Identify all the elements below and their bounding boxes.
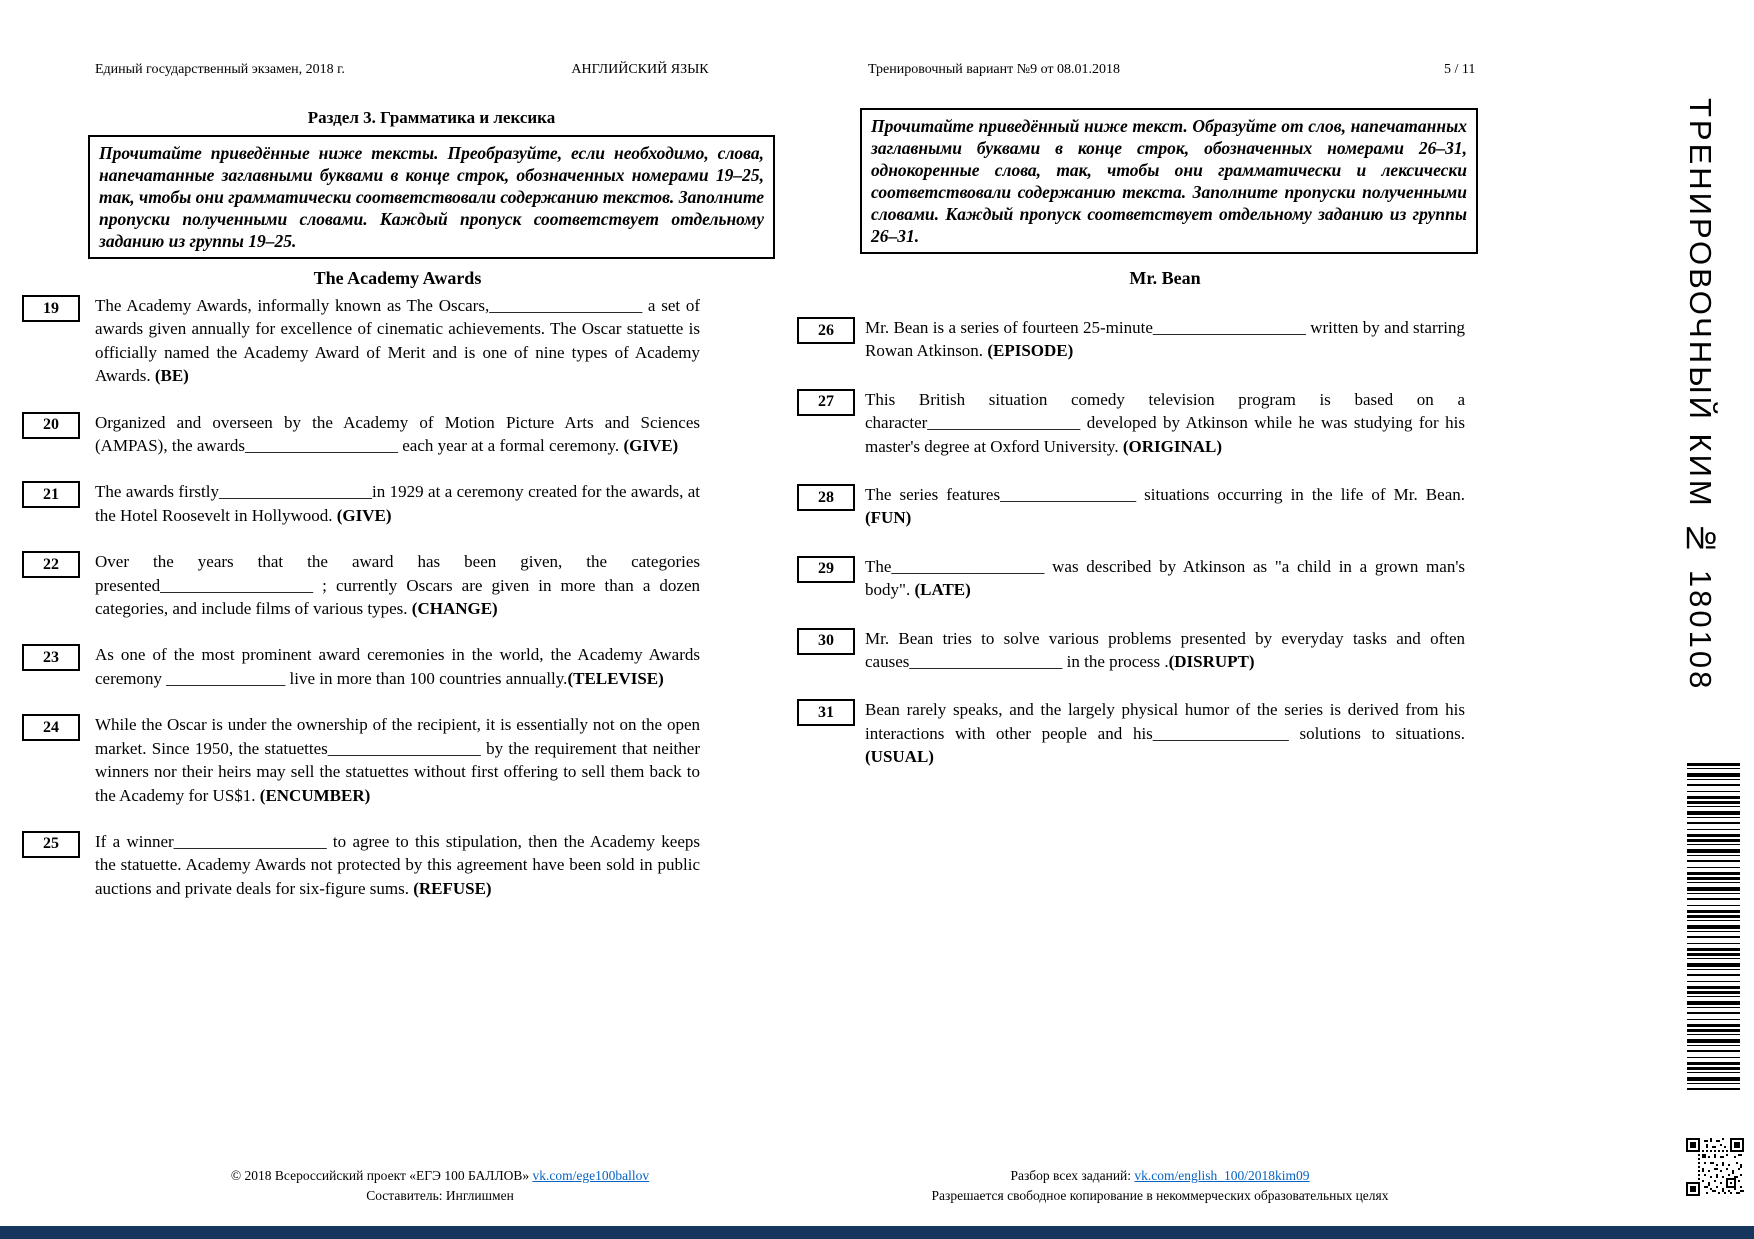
section-title: Раздел 3. Грамматика и лексика bbox=[307, 108, 556, 127]
task-number-box bbox=[797, 389, 855, 416]
left-column-header bbox=[88, 108, 775, 259]
task-number-box bbox=[797, 317, 855, 344]
task-keyword: (ENCUMBER) bbox=[259, 785, 371, 805]
header-page-number: 5 / 11 bbox=[1444, 62, 1476, 77]
task-text bbox=[95, 480, 700, 527]
task-number: 24 bbox=[43, 718, 59, 736]
task-text bbox=[865, 316, 1465, 363]
task-keyword: (TELEVISE) bbox=[567, 668, 664, 688]
header-subject: АНГЛИЙСКИЙ ЯЗЫК bbox=[571, 62, 709, 77]
task-text bbox=[95, 550, 700, 620]
task-20 bbox=[22, 411, 700, 458]
task-body: The series features________________ situations occurring in the life of Mr. Bean. bbox=[865, 485, 1465, 505]
task-28 bbox=[797, 483, 1465, 530]
task-number: 20 bbox=[43, 416, 59, 434]
task-24 bbox=[22, 713, 700, 807]
task-body: The__________________ was described by Atkinson as "a child in a grown man's body". bbox=[865, 556, 1465, 600]
task-22 bbox=[22, 550, 700, 620]
task-text bbox=[95, 713, 700, 807]
task-keyword: (GIVE) bbox=[336, 505, 392, 525]
task-body: Mr. Bean tries to solve various problems presented by everyday tasks and often causes__________________ in the process . bbox=[865, 628, 1465, 672]
task-19 bbox=[22, 294, 700, 388]
header-exam-title: Единый государственный экзамен, 2018 г. bbox=[95, 62, 345, 77]
task-body: Mr. Bean is a series of fourteen 25-minute__________________ written by and starring Rowan Atkinson. bbox=[865, 318, 1465, 361]
footer-solutions-link[interactable]: vk.com/english_100/2018kim09 bbox=[1134, 1168, 1310, 1183]
task-31 bbox=[797, 698, 1465, 768]
footer-solutions-line bbox=[840, 1166, 1480, 1186]
task-21 bbox=[22, 480, 700, 527]
task-keyword: (LATE) bbox=[914, 580, 971, 600]
footer-right bbox=[840, 1166, 1480, 1206]
task-text bbox=[865, 388, 1465, 458]
task-number: 22 bbox=[43, 555, 59, 573]
header-variant: Тренировочный вариант №9 от 08.01.2018 bbox=[868, 62, 1121, 77]
task-number: 21 bbox=[43, 485, 59, 503]
task-27 bbox=[797, 388, 1465, 458]
task-number-box bbox=[22, 551, 80, 578]
task-keyword: (BE) bbox=[154, 366, 189, 386]
task-body: This British situation comedy television program is based on a character__________________ developed by Atkinson while he was studying for his master's degree at Oxford University. bbox=[865, 389, 1465, 456]
task-keyword: (REFUSE) bbox=[413, 878, 492, 898]
task-text bbox=[95, 643, 700, 690]
task-text bbox=[865, 483, 1465, 530]
task-number: 19 bbox=[43, 299, 59, 317]
task-number: 28 bbox=[818, 488, 834, 506]
task-body: The Academy Awards, informally known as The Oscars,__________________ a set of awards given annually for excellence of cinematic achievements. The Oscar statuette is officially named the Academy Award of Merit and is one of nine types of Academy Awards. bbox=[95, 296, 700, 386]
task-text bbox=[95, 830, 700, 900]
task-text bbox=[865, 627, 1465, 674]
task-body: Over the years that the award has been given, the categories presented__________________ ; currently Oscars are given in more than a dozen categories, and include films of various types. bbox=[95, 552, 700, 619]
task-body: If a winner__________________ to agree to this stipulation, then the Academy keeps the statuette. Academy Awards not protected by this agreement have been sold in public auctions and private deals for six-figure sums. bbox=[95, 831, 700, 898]
task-body: As one of the most prominent award ceremonies in the world, the Academy Awards ceremony ______________ live in more than 100 countries annually. bbox=[95, 645, 700, 688]
task-25 bbox=[22, 830, 700, 900]
task-text bbox=[95, 294, 700, 388]
task-text bbox=[865, 698, 1465, 768]
task-body: Bean rarely speaks, and the largely physical humor of the series is derived from his interactions with other people and his________________ solutions to situations. bbox=[865, 700, 1465, 743]
task-26 bbox=[797, 316, 1465, 363]
instruction-box-19-25: Прочитайте приведённые ниже тексты. Преобразуйте, если необходимо, слова, напечатанные заглавными буквами в конце строк, обозначенных номерами 19–25, так, чтобы они грамматически соответствовали содержанию текстов. Заполните пропуски полученными словами. Каждый пропуск соответствует отдельному заданию из группы 19–25. bbox=[88, 135, 775, 259]
task-number: 23 bbox=[43, 648, 59, 666]
footer-author-line: Составитель: Инглишмен bbox=[366, 1188, 514, 1203]
text-title-academy-awards: The Academy Awards bbox=[313, 268, 482, 288]
task-number: 27 bbox=[818, 393, 834, 411]
task-number-box bbox=[22, 831, 80, 858]
task-23 bbox=[22, 643, 700, 690]
footer-solutions-text: Разбор всех заданий: bbox=[1010, 1168, 1135, 1183]
task-number: 26 bbox=[818, 321, 834, 339]
task-number: 29 bbox=[818, 560, 834, 578]
task-number-box bbox=[22, 644, 80, 671]
task-body: The awards firstly__________________in 1929 at a ceremony created for the awards, at the Hotel Roosevelt in Hollywood. bbox=[95, 482, 700, 525]
task-text bbox=[865, 555, 1465, 602]
task-keyword: (DISRUPT) bbox=[1168, 652, 1255, 672]
footer-copyright-text: © 2018 Всероссийский проект «ЕГЭ 100 БАЛЛОВ» bbox=[230, 1168, 533, 1183]
task-29 bbox=[797, 555, 1465, 602]
footer-copyright-line bbox=[95, 1166, 785, 1186]
task-keyword: (CHANGE) bbox=[411, 599, 498, 619]
task-number-box bbox=[797, 628, 855, 655]
task-number-box bbox=[22, 714, 80, 741]
task-number-box bbox=[22, 412, 80, 439]
text-title-mr-bean: Mr. Bean bbox=[1129, 268, 1201, 288]
qr-code-icon bbox=[1686, 1138, 1744, 1196]
task-number: 30 bbox=[818, 632, 834, 650]
task-number-box bbox=[797, 484, 855, 511]
task-body: While the Oscar is under the ownership of the recipient, it is essentially not on the open market. Since 1950, the statuettes__________________ by the requirement that neither winners nor their heirs may sell the statuettes without first offering to sell them back to the Academy for US$1. bbox=[95, 715, 700, 805]
task-number-box bbox=[797, 699, 855, 726]
task-number-box bbox=[22, 481, 80, 508]
instruction-box-26-31: Прочитайте приведённый ниже текст. Образуйте от слов, напечатанных заглавными буквами в конце строк, обозначенных номерами 26–31, однокоренные слова, так, чтобы они грамматически и лексически соответствовали содержанию текста. Заполните пропуски полученными словами. Каждый пропуск соответствует отдельному заданию из группы 26–31. bbox=[860, 108, 1478, 254]
task-number: 25 bbox=[43, 835, 59, 853]
footer-left bbox=[95, 1166, 785, 1206]
tasks-19-25 bbox=[22, 294, 700, 923]
task-body: Organized and overseen by the Academy of Motion Picture Arts and Sciences (AMPAS), the awards__________________ each year at a formal ceremony. bbox=[95, 412, 700, 456]
footer-license-line: Разрешается свободное копирование в некоммерческих образовательных целях bbox=[931, 1188, 1389, 1203]
task-keyword: (EPISODE) bbox=[987, 341, 1074, 361]
task-keyword: (USUAL) bbox=[865, 747, 934, 767]
task-text bbox=[95, 411, 700, 458]
bottom-color-bar bbox=[0, 1226, 1754, 1239]
task-30 bbox=[797, 627, 1465, 674]
task-keyword: (ORIGINAL) bbox=[1122, 436, 1222, 456]
task-number-box bbox=[797, 556, 855, 583]
task-keyword: (GIVE) bbox=[623, 436, 679, 456]
task-keyword: (FUN) bbox=[865, 508, 912, 528]
task-number: 31 bbox=[818, 703, 834, 721]
footer-vk-link[interactable]: vk.com/ege100ballov bbox=[532, 1168, 650, 1183]
tasks-26-31 bbox=[797, 316, 1465, 794]
task-number-box bbox=[22, 295, 80, 322]
barcode bbox=[1687, 763, 1740, 1093]
right-column-header bbox=[860, 108, 1478, 254]
kim-number-vertical-label: ТРЕНИРОВОЧНЫЙ КИМ № 180108 bbox=[1683, 98, 1718, 692]
